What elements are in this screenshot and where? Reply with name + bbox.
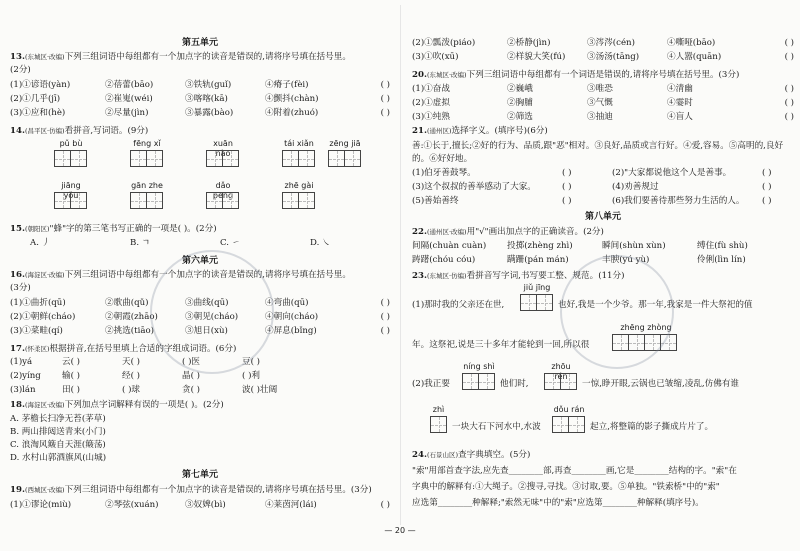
- choice-option[interactable]: A. 茅檐长扫净无苔(茅草): [10, 414, 106, 424]
- character-boxes[interactable]: [282, 150, 315, 167]
- option-item: (3)①菜畦(qí): [10, 326, 63, 336]
- choice-option[interactable]: D. ㇏: [310, 238, 331, 248]
- option-item: ③涔涔(cén): [587, 38, 635, 48]
- option-item: ④瘠子(fèi): [265, 80, 309, 90]
- fill-blank[interactable]: 经( ): [122, 371, 141, 381]
- option-item: (3)①纯熟: [412, 112, 450, 122]
- page-number: — 20 —: [384, 526, 416, 535]
- char-cell[interactable]: [282, 150, 299, 167]
- fill-blank[interactable]: 天( ): [122, 357, 141, 367]
- char-cell[interactable]: [130, 150, 147, 167]
- option-item: ③奴婢(bì): [185, 500, 226, 510]
- answer-paren[interactable]: ( ): [784, 98, 794, 108]
- option-item: ④颤抖(chàn): [265, 94, 319, 104]
- choice-option[interactable]: B. 两山排闼送青来(小门): [10, 427, 106, 437]
- option-item: ④附着(zhuó): [265, 108, 319, 118]
- pinyin-prompt: jiāng yǒu: [61, 181, 81, 200]
- q23-sentence-1-cont: 年。这祭祀,说是三十多年才能轮到一回,所以很 zhēng zhòng: [412, 323, 794, 353]
- answer-paren[interactable]: ( ): [380, 326, 390, 336]
- q17-stem: 17.(怀柔区)根据拼音,在括号里填上合适的字组成词语。(6分): [10, 344, 237, 354]
- unit-8-heading: 第八单元: [584, 212, 621, 222]
- char-cell[interactable]: [146, 150, 163, 167]
- char-cell[interactable]: [54, 192, 71, 209]
- option-item: ②琴弦(xuán): [105, 500, 159, 510]
- answer-paren[interactable]: ( ): [784, 38, 794, 48]
- answer-paren[interactable]: ( ): [562, 196, 572, 206]
- option-item: ③朝见(cháo): [185, 312, 239, 322]
- option-item: ④莱茵河(lái): [265, 500, 317, 510]
- item-text: (5)善始善终: [412, 196, 459, 206]
- q15-options: [10, 238, 390, 250]
- option-item: ④人嚣(quān): [667, 52, 722, 62]
- answer-paren[interactable]: ( ): [762, 182, 772, 192]
- answer-paren[interactable]: ( ): [762, 168, 772, 178]
- answer-paren[interactable]: ( ): [784, 52, 794, 62]
- pronunciation-choice[interactable]: 丰腴(yú yù): [602, 255, 650, 265]
- q23-sentence-2-cont: zhì 一块大石下河水中,水波 dǒu rán 起立,将整篇的影子撕成片片了。: [412, 405, 794, 435]
- answer-paren[interactable]: ( ): [562, 168, 572, 178]
- option-item: (2)①虚拟: [412, 98, 450, 108]
- q18-stem: 18.(海淀区·改编)下列加点字词解释有误的一项是( )。(2分): [10, 400, 224, 410]
- q23-stem: 23.(东城区·仿编)看拼音写字词,书写要工整、规范。(11分): [412, 271, 625, 281]
- q21-stem: 21.(通州区)选择字义。(填序号)(6分): [412, 126, 548, 136]
- answer-paren[interactable]: ( ): [380, 80, 390, 90]
- pinyin-write-box[interactable]: [282, 139, 316, 169]
- option-item: ③抽迪: [587, 112, 613, 122]
- answer-paren[interactable]: ( ): [380, 298, 390, 308]
- q24-line-1: "索"用部首查字法,应先查________部,再查________画,它是________结构的字。"索"在: [412, 466, 737, 476]
- answer-paren[interactable]: ( ): [762, 196, 772, 206]
- choice-option[interactable]: D. 水村山郭酒旗风(山城): [10, 453, 107, 463]
- pinyin-prompt: xuān nào: [213, 139, 233, 158]
- pinyin-prompt: tái xiǎn: [284, 139, 314, 148]
- character-boxes[interactable]: [206, 150, 239, 167]
- q23-blank-1[interactable]: jiǔ jīng: [520, 283, 554, 313]
- fill-blank[interactable]: 输( ): [62, 371, 81, 381]
- answer-paren[interactable]: ( ): [380, 108, 390, 118]
- unit-5-heading: 第五单元: [181, 38, 218, 48]
- answer-paren[interactable]: ( ): [784, 84, 794, 94]
- answer-paren[interactable]: ( ): [562, 182, 572, 192]
- choice-option[interactable]: C. 浪淘风簸自天涯(簸荡): [10, 440, 106, 450]
- pronunciation-choice[interactable]: 瞬间(shùn xùn): [602, 241, 666, 251]
- option-item: ②挑选(tiāo): [105, 326, 154, 336]
- option-item: (1)①曲折(qū): [10, 298, 66, 308]
- pinyin-write-box[interactable]: [328, 139, 362, 169]
- q13-score: (2分): [10, 65, 31, 75]
- character-boxes[interactable]: [130, 150, 163, 167]
- char-cell[interactable]: [206, 192, 223, 209]
- option-item: ③铁轨(guǐ): [185, 80, 232, 90]
- option-item: ③暴露(bào): [185, 108, 234, 118]
- q23-sentence-2: (2)我正要 níng shì 他们时, zhōu rén 一惊,睁开眼,云锅也已皱缩,凌乱,仿佛有谁: [412, 362, 794, 392]
- q16-stem: 16.(海淀区·改编)下列三组词语中每组都有一个加点字的读音是错误的,请将序号填在括号里。: [10, 270, 351, 280]
- pinyin-label: (2)yíng: [10, 371, 41, 381]
- option-item: ③曲线(qū): [185, 298, 229, 308]
- q14-row-1: [10, 139, 390, 169]
- pinyin-prompt: zhē gài: [284, 181, 314, 190]
- answer-paren[interactable]: ( ): [784, 112, 794, 122]
- pinyin-write-box[interactable]: [54, 181, 88, 211]
- column-divider: [400, 5, 401, 525]
- fill-blank[interactable]: 田( ): [62, 385, 81, 395]
- option-item: ③汤汤(tāng): [587, 52, 640, 62]
- pronunciation-choice[interactable]: 伶俐(lìn lín): [697, 255, 746, 265]
- unit-6-heading: 第六单元: [181, 256, 218, 266]
- fill-blank[interactable]: 波( )壮阔: [242, 385, 278, 395]
- character-boxes[interactable]: [206, 192, 239, 209]
- fill-blank[interactable]: ( )利: [242, 371, 261, 381]
- char-cell[interactable]: [298, 192, 315, 209]
- q24-line-3: 应选第________种解释;"索然无味"中的"索"应选第________种解释(填序号)。: [412, 498, 704, 508]
- character-boxes[interactable]: [130, 192, 163, 209]
- fill-blank[interactable]: 云( ): [62, 357, 81, 367]
- option-item: (2)①瓢泼(piáo): [412, 38, 476, 48]
- q16-score: (3分): [10, 283, 31, 293]
- unit-7-heading: 第七单元: [181, 470, 218, 480]
- q15-stem: 15.(朝阳区)"蜂"字的第三笔书写正确的一项是( )。(2分): [10, 224, 217, 234]
- pinyin-prompt: fēng xǐ: [133, 139, 161, 148]
- q21-definitions: 善:①长于,擅长;②好的行为、品质,跟"恶"相对。③良好,品质或言行好。④爱,容易。⑤高明的,良好的。⑥好好地。: [412, 141, 784, 165]
- char-cell[interactable]: [222, 192, 239, 209]
- option-item: ④屏息(bǐng): [265, 326, 317, 336]
- choice-option[interactable]: B. ㄱ: [130, 238, 151, 248]
- answer-paren[interactable]: ( ): [380, 312, 390, 322]
- character-boxes[interactable]: [54, 150, 87, 167]
- pronunciation-choice[interactable]: 投掷(zhèng zhì): [507, 241, 573, 251]
- pronunciation-choice[interactable]: 蹒跚(pán mán): [507, 255, 569, 265]
- fill-blank[interactable]: 豆( ): [242, 357, 261, 367]
- q24-line-2: 字典中的解释有:①大绳子。②搜寻,寻找。③讨取,要。⑤单独。"铁索桥"中的"索": [412, 482, 720, 492]
- q19-stem: 19.(西城区·改编)下列三组词语中每组都有一个加点字的读音是错误的,请将序号填在括号里。(3分): [10, 485, 372, 495]
- pinyin-prompt: dǎo peng: [212, 181, 234, 200]
- option-item: ②朝霞(zhāo): [105, 312, 158, 322]
- pinyin-write-box[interactable]: [282, 181, 316, 211]
- q22-stem: 22.(通州区·改编)用"√"画出加点字的正确读音。(2分): [412, 227, 604, 237]
- char-cell[interactable]: [206, 150, 223, 167]
- option-item: ③旭日(xù): [185, 326, 228, 336]
- option-item: ②筛选: [507, 112, 533, 122]
- q14-stem: 14.(昌平区·仿编)看拼音,写词语。(9分): [10, 126, 149, 136]
- option-item: ②歌曲(qǔ): [105, 298, 149, 308]
- option-item: ④朝向(cháo): [265, 312, 319, 322]
- option-item: ④清幽: [667, 84, 693, 94]
- character-boxes[interactable]: [282, 192, 315, 209]
- char-cell[interactable]: [328, 150, 345, 167]
- option-item: (3)①应和(hè): [10, 108, 66, 118]
- pronunciation-choice[interactable]: 踌躇(chóu cóu): [412, 255, 476, 265]
- char-cell[interactable]: [344, 150, 361, 167]
- option-item: ②桥静(jìn): [507, 38, 551, 48]
- q23-sentence-1: (1)那时我的父亲还在世, jiǔ jīng 也好,我是一个少爷。那一年,我家是一件大祭祀的值: [412, 283, 794, 313]
- q24-stem: 24.(石景山区)查字典填空。(5分): [412, 450, 531, 460]
- option-item: (2)①几乎(jī): [10, 94, 61, 104]
- item-text: (4)劝善规过: [612, 182, 659, 192]
- char-cell[interactable]: [146, 192, 163, 209]
- pronunciation-choice[interactable]: 间隔(chuàn cuàn): [412, 241, 487, 251]
- option-item: ④嘶哑(bāo): [667, 38, 716, 48]
- option-item: ③唯恐: [587, 84, 613, 94]
- option-item: ②尽量(jìn): [105, 108, 149, 118]
- choice-option[interactable]: C. ㇀: [220, 238, 241, 248]
- q23-blank-6[interactable]: dǒu rán: [552, 405, 586, 435]
- pinyin-label: (1)yá: [10, 357, 33, 367]
- option-item: ④霎时: [667, 98, 693, 108]
- answer-paren[interactable]: ( ): [380, 500, 390, 510]
- pronunciation-choice[interactable]: 缚住(fù shù): [697, 241, 748, 251]
- option-item: ③喀喀(kā): [185, 94, 228, 104]
- fill-blank[interactable]: ( )医: [182, 357, 201, 367]
- option-item: ④盲人: [667, 112, 693, 122]
- option-item: (1)①谚语(yàn): [10, 80, 71, 90]
- choice-option[interactable]: A. 丿: [30, 238, 51, 248]
- pinyin-write-box[interactable]: [130, 139, 164, 169]
- char-cell[interactable]: [130, 192, 147, 209]
- q20-stem: 20.(东城区·改编)下列三组词语中每组都有一个词语是错误的,请将序号填在括号里。(3分): [412, 70, 740, 80]
- item-text: (6)我们要善待那些努力生活的人。: [612, 196, 745, 206]
- pinyin-label: (3)lán: [10, 385, 36, 395]
- option-item: (2)①朝鲜(cháo): [10, 312, 76, 322]
- item-text: (2)"大家都说他这个人是善事。: [612, 168, 732, 178]
- option-item: (3)①吹(xū): [412, 52, 459, 62]
- char-cell[interactable]: [70, 192, 87, 209]
- item-text: (1)伯牙善鼓琴。: [412, 168, 476, 178]
- option-item: (1)①谬论(miù): [10, 500, 72, 510]
- pinyin-prompt: zēng jiā: [329, 139, 361, 148]
- pinyin-write-box[interactable]: [206, 139, 240, 169]
- fill-blank[interactable]: 贪( ): [182, 385, 201, 395]
- char-cell[interactable]: [282, 192, 299, 209]
- option-item: ②崔嵬(wéi): [105, 94, 153, 104]
- character-boxes[interactable]: [54, 192, 87, 209]
- pinyin-prompt: pǔ bù: [59, 139, 83, 148]
- option-item: ②蓓蕾(bāo): [105, 80, 154, 90]
- option-item: ②巍峨: [507, 84, 533, 94]
- pinyin-write-box[interactable]: [130, 181, 164, 211]
- option-item: ④弯曲(qū): [265, 298, 309, 308]
- char-cell[interactable]: [54, 150, 71, 167]
- fill-blank[interactable]: ( )球: [122, 385, 141, 395]
- q23-blank-4[interactable]: zhōu rén: [544, 362, 578, 392]
- fill-blank[interactable]: 晶( ): [182, 371, 201, 381]
- pinyin-write-box[interactable]: [206, 181, 240, 211]
- character-boxes[interactable]: [328, 150, 361, 167]
- item-text: (3)这个叔叔的善举感动了大家。: [412, 182, 536, 192]
- option-item: (1)①奋战: [412, 84, 450, 94]
- answer-paren[interactable]: ( ): [380, 94, 390, 104]
- char-cell[interactable]: [70, 150, 87, 167]
- q13-stem: 13.(东城区·改编)下列三组词语中每组都有一个加点字的读音是错误的,请将序号填在括号里。: [10, 52, 351, 62]
- char-cell[interactable]: [222, 150, 239, 167]
- q23-blank-2[interactable]: zhēng zhòng: [612, 323, 680, 353]
- q23-blank-3[interactable]: níng shì: [462, 362, 496, 392]
- q23-blank-5[interactable]: zhì: [430, 405, 447, 435]
- option-item: ③气慨: [587, 98, 613, 108]
- q14-row-2: [10, 181, 390, 211]
- char-cell[interactable]: [298, 150, 315, 167]
- pinyin-prompt: gān zhe: [131, 181, 163, 190]
- option-item: ②样貌大笑(fú): [507, 52, 566, 62]
- pinyin-write-box[interactable]: [54, 139, 88, 169]
- option-item: ②胸脯: [507, 98, 533, 108]
